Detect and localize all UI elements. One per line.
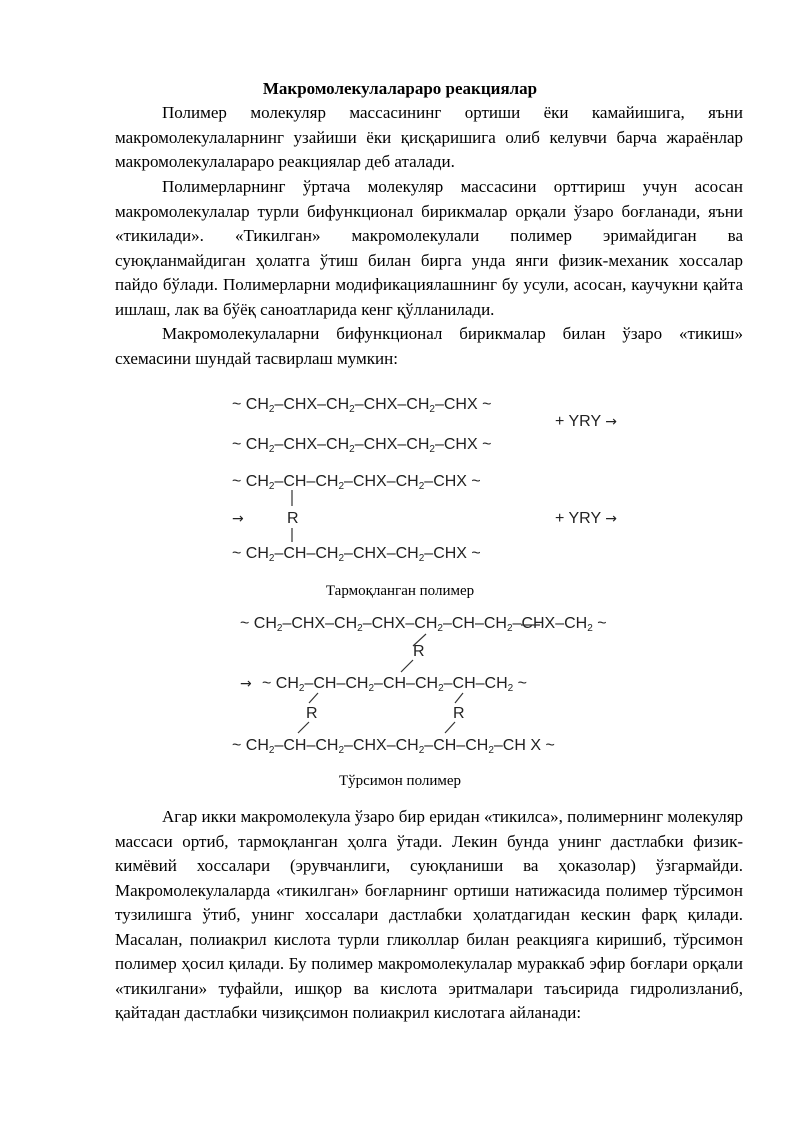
reaction-arrow-icon: → xyxy=(232,511,244,527)
chain-formula-5: ~ $CH_2-CHX-CH_2-CHX-CH_2-CH-CH_2-CHX-CH_2$ ~ xyxy=(240,615,607,634)
chain-formula-7: ~ $CH_2-CH-CH_2-CHX-CH_2-CH-CH_2-CH$ X ~ xyxy=(232,737,555,756)
reagent-label-1: + YRY → xyxy=(555,413,618,430)
substituent-r: R xyxy=(306,705,318,722)
substituent-r: R xyxy=(453,705,465,722)
substituent-r: R xyxy=(413,643,425,660)
bond-line xyxy=(455,693,463,703)
caption-network-polymer: Тўрсимон полимер xyxy=(338,773,462,789)
reaction-arrow-icon: → xyxy=(605,511,618,527)
caption-branched-polymer: Тармоқланган полимер xyxy=(325,583,475,599)
chain-formula-2: ~ $CH_2-CHX-CH_2-CHX-CH_2$–CHX ~ xyxy=(232,436,492,455)
reaction-arrow-icon: → xyxy=(605,414,618,430)
chain-formula-1: ~ $CH_2-CHX-CH_2-CHX-CH_2$–CHX ~ xyxy=(232,396,492,415)
paragraph-4: Агар икки макромолекула ўзаро бир еридан «тикилса», полимернинг молекуляр массаси ортиб, тармоқланган ҳолга ўтади. Лекин бунда унинг дастлабки физик-кимёвий хоссалари (эрувчанлиги, суюқланиши ва ҳоказолар) ўзгармайди. Макромолекулаларда «тикилган» боғларнинг ортиши натижасида полимер тўрсимон тузилишга ўтиб, унинг хоссалари дастлабки ҳолатдагидан кескин фарқ қилади. Масалан, полиакрил кислота турли гликоллар билан реакцияга киришиб, тўрсимон полимер ҳосил қилади. Бу полимер макромолекулалар мураккаб эфир боғлари орқали «тикилгани» туфайли, ишқор ва кислота эритмалари таъсирида гидролизланиб, қайтадан дастлабки чизиқсимон полиакрил кислотага айланади: xyxy=(115,807,744,1022)
chain-formula-4: ~ $CH_2-CH-CH_2-CHX-CH_2$–CHX ~ xyxy=(232,545,481,564)
reaction-arrow-icon: → xyxy=(240,676,252,692)
chain-formula-6: ~ $CH_2-CH-CH_2-CH-CH_2-CH-CH_2$ ~ xyxy=(262,675,527,694)
substituent-r: R xyxy=(287,510,299,527)
bond-line xyxy=(401,660,413,672)
bond-line xyxy=(309,693,318,703)
bond-line xyxy=(298,722,309,733)
bond-line xyxy=(445,722,455,733)
reagent-label-2: + YRY → xyxy=(555,510,618,527)
chain-formula-3: ~ $CH_2-CH-CH_2-CHX-CH_2$–CHX ~ xyxy=(232,473,481,492)
paragraph-2: Полимерларнинг ўртача молекуляр массасини орттириш учун асосан макромолекулалар турли бифункционал бирикмалар орқали ўзаро боғланади, яъни «тикилади». «Тикилган» макромолекулали полимер эримайдиган ва суюқланмайдиган ҳолатга ўтиш билан бирга унда янги физик-механик хоссалар пайдо бўлади. Полимерларни модификациялашнинг бу усули, асосан, каучукни қайта ишлаш, лак ва бўёқ саноатларида кенг қўлланилади. xyxy=(115,177,743,319)
paragraph-3: Макромолекулаларни бифункционал бирикмалар билан ўзаро «тикиш» схемасини шундай тасвирлаш мумкин: xyxy=(115,324,743,368)
paragraph-1: Полимер молекуляр массасининг ортиши ёки камайишига, яъни макромолекулаларнинг узайиши ёки қисқаришига олиб келувчи барча жараёнлар макромолекулалараро реакциялар деб аталади. xyxy=(115,103,743,171)
page-title: Макромолекулалараро реакциялар xyxy=(262,79,538,98)
